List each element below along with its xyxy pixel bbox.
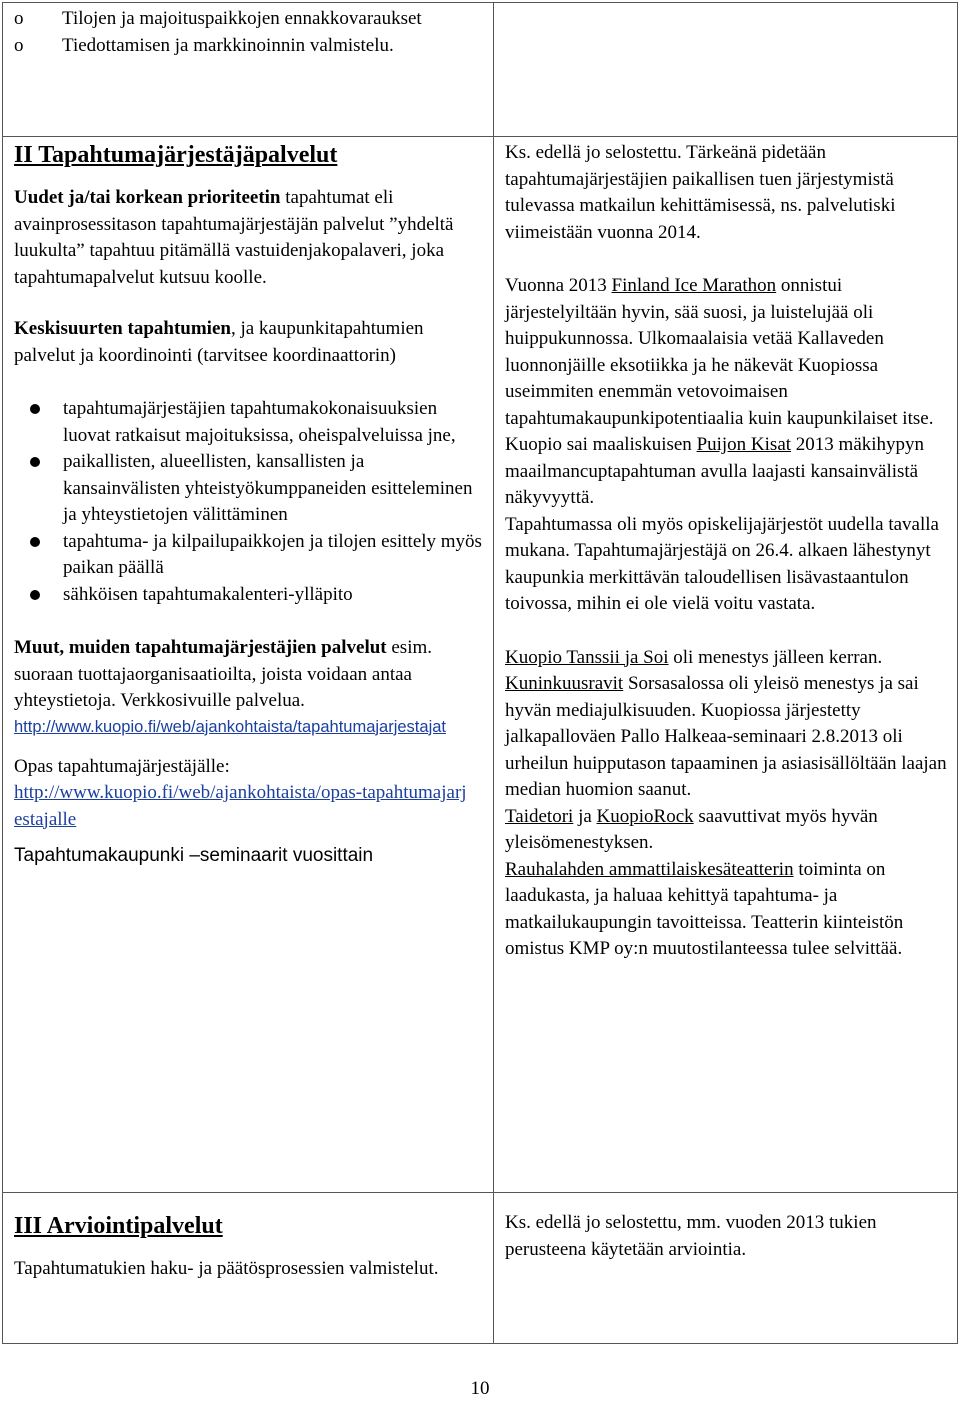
seminar-text: Tapahtumakaupunki –seminaarit vuosittain [14,845,374,866]
large-events-bold: Keskisuurten tapahtumien [14,318,231,339]
table-border-right [957,2,958,1344]
row3-right-cell [505,1210,947,1263]
text-span: Kuopio sai maaliskuisen [505,434,697,455]
preparation-list [14,6,484,59]
intro-paragraph [14,185,484,291]
large-events-text: , ja kaupunkitapahtumien palvelut ja koordinointi (tarvitsee koordinaattorin) [14,318,424,366]
text-span: saavuttivat myös hyvän yleisömenestyksen. [505,805,878,853]
evaluation-note: Ks. edellä jo selostettu, mm. vuoden 2013 tukien perusteena käytetään arviointia. [505,1212,877,1260]
other-services-text: esim. suoraan tuottajaorganisaatioilta, joista voidaan antaa yhteystietoja. Verkkosivuille palvelua. [14,637,433,711]
right-paragraph-4: Tapahtumassa oli myös opiskelijajärjestöt uudella tavalla mukana. Tapahtumajärjestäjä on 26.4. alkaen lähestynyt kaupunkia merkittävän taloudellisen lisävastaantulon toivossa, mihin ei ole vielä voitu vastata. [505,513,939,614]
text-span: oli menestys jälleen kerran. [668,646,883,668]
table-border-top [2,2,958,3]
row-divider-1 [2,136,958,137]
bullet-item [14,449,484,529]
bullet-dot-icon [30,590,40,600]
text-span: onnistui järjestelyiltään hyvin, sää suosi, ja luistelujää oli huippukunnossa. Ulkomaalaisia vetää Kallaveden luonnonjäille eksotiikka ja he näkevät Kuopiossa useimmiten enemmän vetovoimaisen tapahtumakaupunkipotentiaalia kuin kaupunkilaiset itse. [505,275,934,429]
other-services-bold: Muut, muiden tapahtumajärjestäjien palvelut [14,637,387,658]
text-span: 2013 mäkihypyn maailmancuptapahtuman avulla laajasti kansainvälistä näkyvyyttä. [505,434,925,508]
bullet-text: paikallisten, alueellisten, kansallisten ja kansainvälisten yhteistyökumppaneiden esitteleminen ja yhteystietojen välittäminen [63,451,473,525]
right-paragraph-2 [505,273,947,432]
list-item-text: Tiedottamisen ja markkinoinnin valmistelu. [62,34,394,56]
right-paragraph-1: Ks. edellä jo selostettu. Tärkeänä pidetään tapahtumajärjestäjien paikallisen tuen järjestymistä tulevassa matkailun kehittämisessä, ns. palvelutiski viimeistään vuonna 2014. [505,142,896,243]
bullet-dot-icon [30,537,40,547]
row2-right-cell [505,140,947,963]
intro-bold: Uudet ja/tai korkean prioriteetin [14,187,281,208]
list-marker: o [14,34,24,56]
right-paragraph-7 [505,857,947,963]
taidetori-link[interactable]: Taidetori [505,805,574,827]
list-item [14,33,484,60]
finland-ice-marathon-link[interactable]: Finland Ice Marathon [611,275,777,296]
bullet-text: sähköisen tapahtumakalenteri-ylläpito [63,583,353,605]
kuopiorock-link[interactable]: KuopioRock [596,805,694,827]
row-divider-2 [2,1192,958,1193]
section-title: III Arviointipalvelut [14,1213,223,1239]
table-border-bottom [2,1343,958,1344]
list-item-text: Tilojen ja majoituspaikkojen ennakkovaraukset [62,8,422,29]
kuopio-tanssii-link[interactable]: Kuopio Tanssii ja Soi [505,646,669,668]
bullet-item [14,582,484,609]
text-span: Sorsasalossa oli yleisö menestys ja sai hyvän mediajulkisuuden. Kuopiossa järjestetty jalkapalloväen Pallo Halkeaa-seminaari 2.8.2013 oli urheilun huipputason tapaaminen ja asiasisällöltään laajan median huomion saanut. [505,673,947,800]
row2-left-cell [14,141,484,870]
other-services-paragraph [14,635,484,715]
bullet-item [14,529,484,582]
page-number: 10 [470,1378,490,1399]
large-events-paragraph [14,316,484,369]
right-paragraph-3 [505,432,947,512]
services-bullet-list [14,396,484,608]
rauhalahti-theatre-link[interactable]: Rauhalahden ammattilaiskesäteatterin [505,858,794,880]
list-marker: o [14,8,24,29]
table-border-left [2,2,3,1344]
bullet-text: tapahtumajärjestäjien tapahtumakokonaisuuksien luovat ratkaisut majoituksissa, oheispalveluissa jne, [63,398,456,446]
right-paragraph-6 [505,804,947,857]
text-span: toiminta on laadukasta, ja haluaa kehittyä tapahtuma- ja matkailukaupungin tavoitteissa. Teatterin kiinteistön omistus KMP oy:n muutostilanteessa tulee selvittää. [505,858,904,959]
bullet-dot-icon [30,404,40,414]
puijon-kisat-link[interactable]: Puijon Kisat [696,434,792,455]
list-item [14,6,484,33]
text-span: Vuonna 2013 [505,275,612,296]
text-span: ja [573,805,597,827]
guide-label: Opas tapahtumajärjestäjälle: [14,755,230,777]
bullet-item [14,396,484,449]
bullet-text: tapahtuma- ja kilpailupaikkojen ja tilojen esittely myös paikan päällä [63,530,482,578]
row3-left-cell [14,1212,484,1283]
bullet-dot-icon [30,457,40,467]
guide-link[interactable]: http://www.kuopio.fi/web/ajankohtaista/opas-tapahtumajarjestajalle [14,782,467,830]
kuninkuusravit-link[interactable]: Kuninkuusravit [505,673,624,694]
column-divider [493,2,494,1344]
intro-text: tapahtumat eli avainprosessitason tapahtumajärjestäjän palvelut ”yhdeltä luukulta” tapahtuu pitämällä vastuidenjakopalaveri, joka tapahtumapalvelut kutsuu koolle. [14,187,454,288]
event-organizers-link[interactable]: http://www.kuopio.fi/web/ajankohtaista/tapahtumajarjestajat [14,717,446,736]
section-title: II Tapahtumajärjestäjäpalvelut [14,142,338,168]
row1-left-cell [14,6,484,59]
evaluation-text: Tapahtumatukien haku- ja päätösprosessien valmistelut. [14,1258,439,1279]
right-paragraph-5 [505,645,947,804]
